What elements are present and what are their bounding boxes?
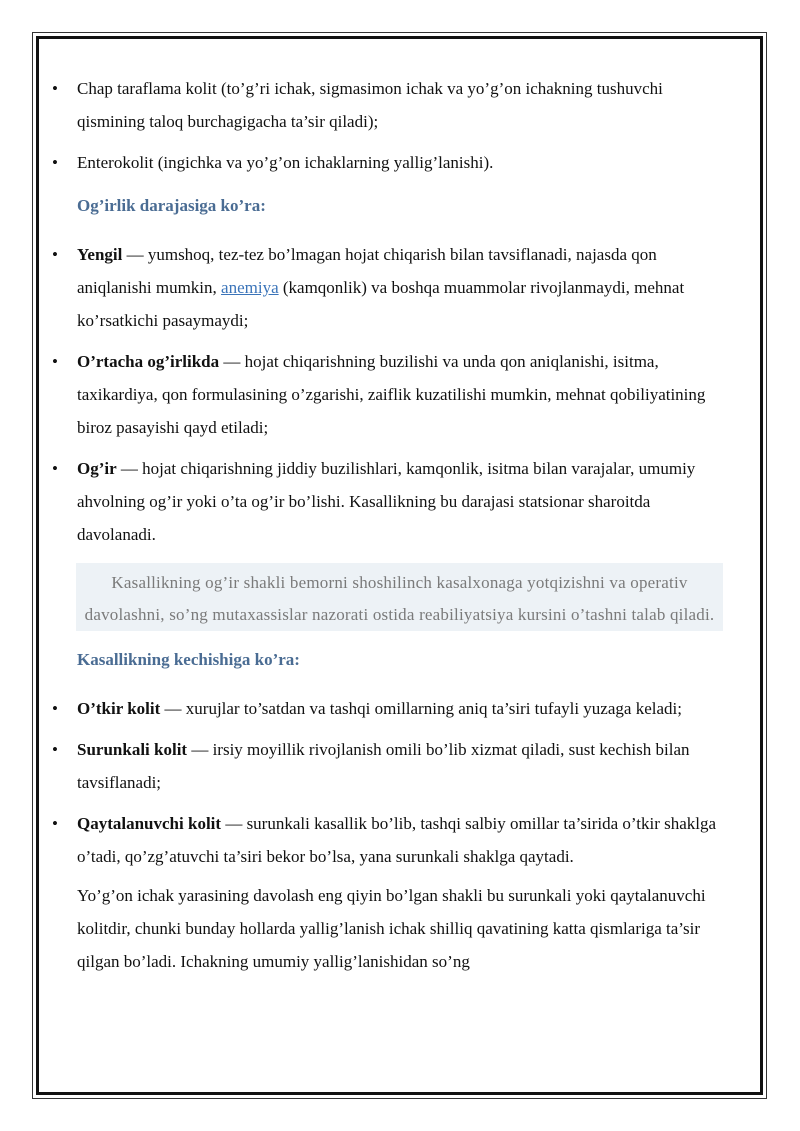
term-recurrent: Qaytalanuvchi kolit — [77, 814, 222, 833]
anemia-link[interactable]: anemiya — [221, 278, 279, 297]
bullet-icon: • — [52, 740, 58, 759]
list-item-mild — [50, 238, 730, 337]
list-item-recurrent — [50, 807, 730, 873]
bullet-icon: • — [52, 814, 58, 833]
list-item-text: Chap taraflama kolit (to’g’ri ichak, sigmasimon ichak va yo’g’on ichakning tushuvchi qismining taloq burchagigacha ta’sir qiladi); — [77, 79, 663, 131]
document-body — [50, 72, 730, 978]
list-item-text: — hojat chiqarishning buzilishi va unda qon aniqlanishi, isitma, taxikardiya, qon formulasining o’zgarishi, zaiflik kuzatilishi mumkin, mehnat qobiliyatining biroz pasayishi qayd etiladi; — [77, 352, 706, 437]
list-item-text: — hojat chiqarishning jiddiy buzilishlari, kamqonlik, isitma bilan varajalar, umumiy ahvolning og’ir yoki o’ta og’ir bo’lishi. Kasallikning bu darajasi statsionar sharoitda davolanadi. — [77, 459, 696, 544]
closing-paragraph: Yo’g’on ichak yarasining davolash eng qiyin bo’lgan shakli bu surunkali yoki qaytalanuvchi kolitdir, chunki bunday hollarda yallig’lanish ichak shilliq qavatining katta qismlariga ta’sir qilgan bo’ladi. Ichakning umumiy yallig’lanishidan so’ng — [77, 886, 706, 971]
list-item-chronic — [50, 733, 730, 799]
list-item-text: — irsiy moyillik rivojlanish omili bo’lib xizmat qiladi, sust kechish bilan tavsiflanadi; — [77, 740, 690, 792]
bullet-icon: • — [52, 153, 58, 172]
list-item-text: — xurujlar to’satdan va tashqi omillarning aniq ta’siri tufayli yuzaga keladi; — [160, 699, 682, 718]
highlight-quote: Kasallikning og’ir shakli bemorni shoshilinch kasalxonaga yotqizishni va operativ davolashni, so’ng mutaxassislar nazorati ostida reabiliyatsiya kursini o’tashni talab qiladi. — [76, 563, 723, 631]
list-item-moderate — [50, 345, 730, 444]
list-item-severe — [50, 452, 730, 551]
list-item-text: — yumshoq, tez-tez bo’lmagan hojat chiqarish bilan tavsiflanadi, najasda qon aniqlanishi mumkin, — [77, 245, 657, 297]
term-severe: Og’ir — [77, 459, 117, 478]
bullet-icon: • — [52, 245, 58, 264]
bullet-icon: • — [52, 79, 58, 98]
bullet-icon: • — [52, 352, 58, 371]
section-heading-severity: Og’irlik darajasiga ko’ra: — [77, 196, 266, 215]
list-item-acute — [50, 692, 730, 725]
list-item-text: Enterokolit (ingichka va yo’g’on ichaklarning yallig’lanishi). — [77, 153, 494, 172]
term-moderate: O’rtacha og’irlikda — [77, 352, 220, 371]
term-mild: Yengil — [77, 245, 123, 264]
term-acute: O’tkir kolit — [77, 699, 161, 718]
term-chronic: Surunkali kolit — [77, 740, 188, 759]
bullet-icon: • — [52, 699, 58, 718]
section-heading-course: Kasallikning kechishiga ko’ra: — [77, 650, 300, 669]
list-item-enterocolitis — [50, 146, 730, 179]
list-item-text: (kamqonlik) va boshqa muammolar rivojlanmaydi, mehnat ko’rsatkichi pasaymaydi; — [77, 278, 685, 330]
list-item-text: — surunkali kasallik bo’lib, tashqi salbiy omillar ta’sirida o’tkir shaklga o’tadi, qo’zg’atuvchi ta’siri bekor bo’lsa, yana surunkali shaklga qaytadi. — [77, 814, 717, 866]
bullet-icon: • — [52, 459, 58, 478]
list-item-left-colitis — [50, 72, 730, 138]
